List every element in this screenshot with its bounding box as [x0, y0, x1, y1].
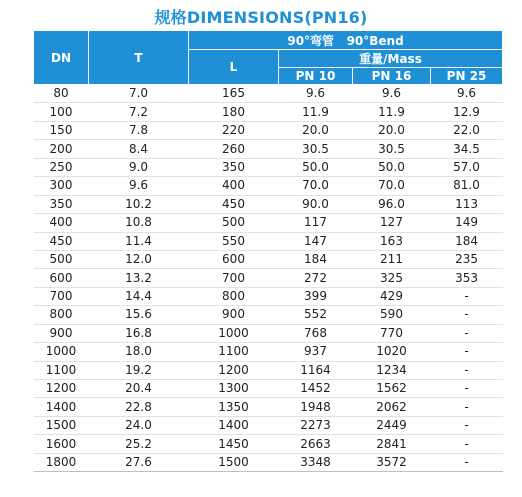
cell-pn25: - [431, 435, 503, 453]
table-row [34, 140, 503, 158]
cell-pn10: 552 [279, 306, 353, 324]
table-row [34, 343, 503, 361]
cell-pn10: 90.0 [279, 195, 353, 213]
cell-dn: 600 [34, 269, 89, 287]
cell-pn16: 9.6 [353, 85, 431, 103]
cell-pn16: 70.0 [353, 177, 431, 195]
table-row [34, 453, 503, 471]
cell-pn10: 2273 [279, 416, 353, 434]
cell-t: 7.0 [89, 85, 189, 103]
cell-dn: 1200 [34, 380, 89, 398]
cell-pn16: 590 [353, 306, 431, 324]
cell-pn10: 147 [279, 232, 353, 250]
table-row [34, 158, 503, 176]
cell-l: 400 [189, 177, 279, 195]
cell-pn25: - [431, 287, 503, 305]
table-row [34, 250, 503, 268]
cell-dn: 700 [34, 287, 89, 305]
header-l: L [189, 50, 279, 85]
cell-t: 25.2 [89, 435, 189, 453]
cell-t: 10.2 [89, 195, 189, 213]
cell-t: 14.4 [89, 287, 189, 305]
cell-t: 13.2 [89, 269, 189, 287]
cell-l: 220 [189, 121, 279, 139]
header-pn25: PN 25 [431, 68, 503, 85]
cell-pn10: 50.0 [279, 158, 353, 176]
cell-t: 22.8 [89, 398, 189, 416]
table-row [34, 398, 503, 416]
cell-pn16: 20.0 [353, 121, 431, 139]
table-row [34, 416, 503, 434]
cell-dn: 80 [34, 85, 89, 103]
table-row [34, 103, 503, 121]
cell-dn: 1100 [34, 361, 89, 379]
cell-dn: 350 [34, 195, 89, 213]
cell-t: 7.8 [89, 121, 189, 139]
header-t: T [89, 31, 189, 85]
cell-pn16: 2062 [353, 398, 431, 416]
cell-pn16: 1020 [353, 343, 431, 361]
cell-l: 260 [189, 140, 279, 158]
cell-l: 1450 [189, 435, 279, 453]
cell-pn25: - [431, 361, 503, 379]
cell-pn16: 96.0 [353, 195, 431, 213]
table-row [34, 269, 503, 287]
cell-l: 1200 [189, 361, 279, 379]
cell-pn25: - [431, 343, 503, 361]
cell-dn: 100 [34, 103, 89, 121]
cell-pn16: 211 [353, 250, 431, 268]
table-row [34, 361, 503, 379]
page-title: 规格DIMENSIONS(PN16) [154, 8, 368, 27]
cell-l: 1100 [189, 343, 279, 361]
cell-pn16: 1562 [353, 380, 431, 398]
cell-dn: 200 [34, 140, 89, 158]
cell-pn10: 70.0 [279, 177, 353, 195]
header-dn: DN [34, 31, 89, 85]
table-row [34, 195, 503, 213]
cell-l: 1400 [189, 416, 279, 434]
cell-pn25: - [431, 398, 503, 416]
cell-dn: 1000 [34, 343, 89, 361]
cell-l: 1300 [189, 380, 279, 398]
cell-l: 350 [189, 158, 279, 176]
cell-pn16: 50.0 [353, 158, 431, 176]
cell-dn: 500 [34, 250, 89, 268]
cell-pn10: 11.9 [279, 103, 353, 121]
table-row [34, 85, 503, 103]
header-bend: 90°弯管 90°Bend [189, 31, 503, 50]
cell-t: 7.2 [89, 103, 189, 121]
cell-l: 800 [189, 287, 279, 305]
cell-pn10: 399 [279, 287, 353, 305]
cell-l: 1000 [189, 324, 279, 342]
cell-pn25: 81.0 [431, 177, 503, 195]
table-row [34, 380, 503, 398]
header-mass: 重量/Mass [279, 50, 503, 68]
cell-pn10: 20.0 [279, 121, 353, 139]
cell-t: 12.0 [89, 250, 189, 268]
cell-pn10: 1452 [279, 380, 353, 398]
cell-pn10: 3348 [279, 453, 353, 471]
cell-pn25: 235 [431, 250, 503, 268]
cell-pn25: 184 [431, 232, 503, 250]
cell-pn16: 11.9 [353, 103, 431, 121]
cell-dn: 1800 [34, 453, 89, 471]
cell-pn10: 30.5 [279, 140, 353, 158]
cell-pn10: 117 [279, 214, 353, 232]
table-row [34, 177, 503, 195]
cell-pn16: 325 [353, 269, 431, 287]
cell-pn25: - [431, 324, 503, 342]
cell-l: 450 [189, 195, 279, 213]
cell-t: 11.4 [89, 232, 189, 250]
cell-pn25: - [431, 380, 503, 398]
cell-pn16: 30.5 [353, 140, 431, 158]
header-pn16: PN 16 [353, 68, 431, 85]
cell-l: 600 [189, 250, 279, 268]
cell-pn25: 57.0 [431, 158, 503, 176]
cell-dn: 150 [34, 121, 89, 139]
cell-pn16: 1234 [353, 361, 431, 379]
cell-pn25: 12.9 [431, 103, 503, 121]
cell-t: 24.0 [89, 416, 189, 434]
cell-pn16: 429 [353, 287, 431, 305]
cell-l: 180 [189, 103, 279, 121]
cell-pn10: 768 [279, 324, 353, 342]
header-pn10: PN 10 [279, 68, 353, 85]
table-row [34, 232, 503, 250]
cell-dn: 250 [34, 158, 89, 176]
cell-dn: 400 [34, 214, 89, 232]
table-row [34, 287, 503, 305]
cell-t: 20.4 [89, 380, 189, 398]
cell-pn16: 127 [353, 214, 431, 232]
cell-pn16: 2449 [353, 416, 431, 434]
cell-dn: 1400 [34, 398, 89, 416]
cell-t: 27.6 [89, 453, 189, 471]
cell-t: 19.2 [89, 361, 189, 379]
cell-l: 500 [189, 214, 279, 232]
cell-t: 8.4 [89, 140, 189, 158]
cell-pn10: 1948 [279, 398, 353, 416]
cell-pn10: 1164 [279, 361, 353, 379]
cell-pn16: 3572 [353, 453, 431, 471]
cell-dn: 450 [34, 232, 89, 250]
dimensions-table [33, 30, 503, 472]
cell-t: 15.6 [89, 306, 189, 324]
table-row [34, 121, 503, 139]
cell-pn10: 272 [279, 269, 353, 287]
table-row [34, 324, 503, 342]
cell-t: 9.6 [89, 177, 189, 195]
cell-l: 900 [189, 306, 279, 324]
cell-t: 18.0 [89, 343, 189, 361]
cell-pn16: 770 [353, 324, 431, 342]
cell-pn25: 9.6 [431, 85, 503, 103]
cell-pn10: 9.6 [279, 85, 353, 103]
cell-pn10: 184 [279, 250, 353, 268]
cell-pn25: 34.5 [431, 140, 503, 158]
cell-dn: 1600 [34, 435, 89, 453]
cell-t: 9.0 [89, 158, 189, 176]
cell-t: 10.8 [89, 214, 189, 232]
cell-pn25: - [431, 416, 503, 434]
table-header [34, 31, 503, 85]
cell-dn: 1500 [34, 416, 89, 434]
cell-l: 1500 [189, 453, 279, 471]
cell-l: 1350 [189, 398, 279, 416]
cell-pn16: 163 [353, 232, 431, 250]
cell-pn25: 149 [431, 214, 503, 232]
cell-l: 700 [189, 269, 279, 287]
cell-dn: 300 [34, 177, 89, 195]
cell-l: 550 [189, 232, 279, 250]
cell-dn: 900 [34, 324, 89, 342]
cell-pn25: 353 [431, 269, 503, 287]
cell-l: 165 [189, 85, 279, 103]
cell-dn: 800 [34, 306, 89, 324]
cell-pn25: 113 [431, 195, 503, 213]
cell-pn16: 2841 [353, 435, 431, 453]
table-row [34, 435, 503, 453]
cell-pn10: 937 [279, 343, 353, 361]
table-row [34, 214, 503, 232]
table-row [34, 306, 503, 324]
table-body [34, 85, 503, 472]
cell-t: 16.8 [89, 324, 189, 342]
cell-pn25: - [431, 453, 503, 471]
cell-pn25: - [431, 306, 503, 324]
cell-pn25: 22.0 [431, 121, 503, 139]
cell-pn10: 2663 [279, 435, 353, 453]
